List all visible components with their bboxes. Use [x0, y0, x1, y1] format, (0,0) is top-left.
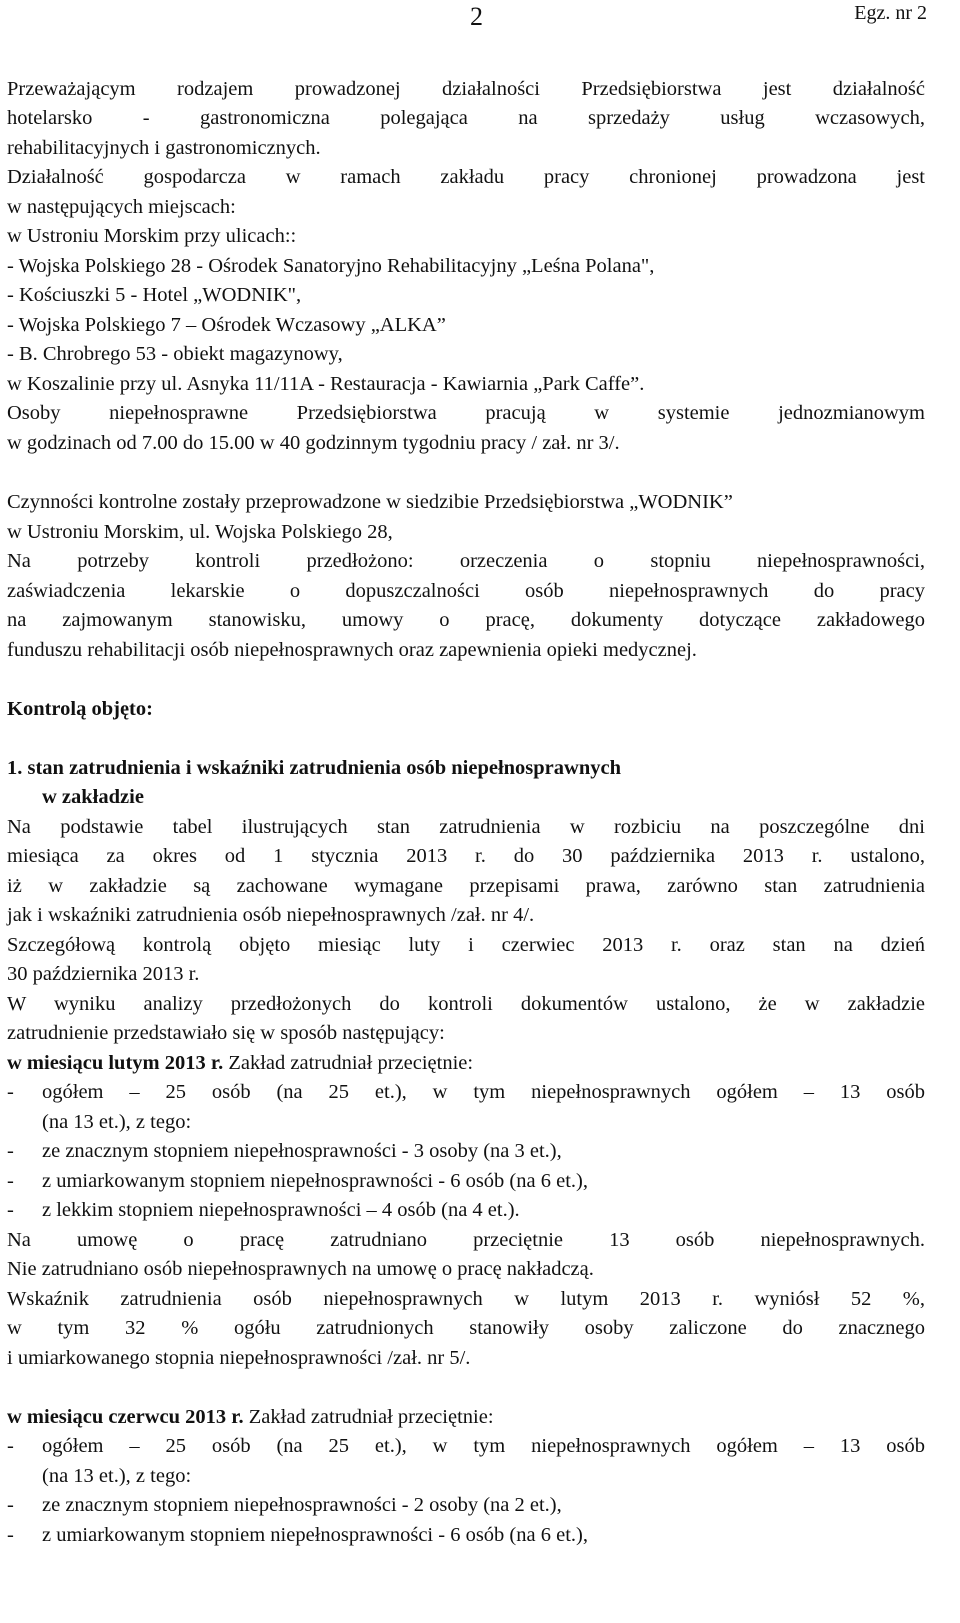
dash: -	[7, 1524, 14, 1546]
page-number: 2	[470, 2, 483, 31]
month-text: Zakład zatrudniał przeciętnie:	[243, 1406, 494, 1428]
text-line: w następujących miejscach:	[7, 196, 236, 218]
list-item: - Wojska Polskiego 7 – Ośrodek Wczasowy „ALKA”	[7, 314, 446, 336]
text-line: Nie zatrudniano osób niepełnosprawnych na umowę o pracę nakładczą.	[7, 1258, 594, 1280]
text-line: Osoby niepełnosprawne Przedsiębiorstwa pracują w systemie jednozmianowym	[7, 402, 925, 424]
text-line: W wyniku analizy przedłożonych do kontroli dokumentów ustalono, że w zakładzie	[7, 993, 925, 1015]
scope-heading: Kontrolą objęto:	[7, 698, 153, 720]
text-line: na zajmowanym stanowisku, umowy o pracę, dokumenty dotyczące zakładowego	[7, 609, 925, 631]
list-item: z umiarkowanym stopniem niepełnosprawności - 6 osób (na 6 et.),	[42, 1524, 588, 1546]
dash: -	[7, 1494, 14, 1516]
list-item: ogółem – 25 osób (na 25 et.), w tym niepełnosprawnych ogółem – 13 osób	[42, 1435, 925, 1457]
text-line: w Koszalinie przy ul. Asnyka 11/11A - Restauracja - Kawiarnia „Park Caffe”.	[7, 373, 645, 395]
list-item: - Wojska Polskiego 28 - Ośrodek Sanatoryjno Rehabilitacyjny „Leśna Polana",	[7, 255, 655, 277]
list-item: ze znacznym stopniem niepełnosprawności - 3 osoby (na 3 et.),	[42, 1140, 562, 1162]
text-line: Szczegółową kontrolą objęto miesiąc luty i czerwiec 2013 r. oraz stan na dzień	[7, 934, 925, 956]
list-item: - B. Chrobrego 53 - obiekt magazynowy,	[7, 343, 343, 365]
text-line: Na podstawie tabel ilustrujących stan zatrudnienia w rozbiciu na poszczególne dni	[7, 816, 925, 838]
month-label: w miesiącu lutym 2013 r.	[7, 1052, 224, 1074]
section-heading: 1. stan zatrudnienia i wskaźniki zatrudnienia osób niepełnosprawnych	[7, 757, 621, 779]
text-line: w godzinach od 7.00 do 15.00 w 40 godzinnym tygodniu pracy / zał. nr 3/.	[7, 432, 620, 454]
dash: -	[7, 1199, 14, 1221]
text-line: hotelarsko - gastronomiczna polegająca na sprzedaży usług wczasowych,	[7, 107, 925, 129]
month-line	[7, 1049, 925, 1078]
list-item: - Kościuszki 5 - Hotel „WODNIK",	[7, 284, 302, 306]
text-line: Czynności kontrolne zostały przeprowadzone w siedzibie Przedsiębiorstwa „WODNIK”	[7, 491, 733, 513]
list-item: ze znacznym stopniem niepełnosprawności - 2 osoby (na 2 et.),	[42, 1494, 562, 1516]
list-item: ogółem – 25 osób (na 25 et.), w tym niepełnosprawnych ogółem – 13 osób	[42, 1081, 925, 1103]
text-line: w tym 32 % ogółu zatrudnionych stanowiły osoby zaliczone do znacznego	[7, 1317, 925, 1339]
dash: -	[7, 1081, 14, 1103]
list-item-continued: (na 13 et.), z tego:	[42, 1111, 192, 1133]
text-line: 30 października 2013 r.	[7, 963, 200, 985]
text-line: zaświadczenia lekarskie o dopuszczalności osób niepełnosprawnych do pracy	[7, 580, 925, 602]
text-line: miesiąca za okres od 1 stycznia 2013 r. do 30 października 2013 r. ustalono,	[7, 845, 925, 867]
list-item: z lekkim stopniem niepełnosprawności – 4 osób (na 4 et.).	[42, 1199, 520, 1221]
text-line: w Ustroniu Morskim, ul. Wojska Polskiego 28,	[7, 521, 393, 543]
list-item: z umiarkowanym stopniem niepełnosprawności - 6 osób (na 6 et.),	[42, 1170, 588, 1192]
month-line	[7, 1403, 925, 1432]
text-line: zatrudnienie przedstawiało się w sposób następujący:	[7, 1022, 445, 1044]
copy-number: Egz. nr 2	[854, 2, 927, 24]
month-text: Zakład zatrudniał przeciętnie:	[223, 1052, 474, 1074]
section-heading-continued: w zakładzie	[42, 786, 144, 808]
text-line: i umiarkowanego stopnia niepełnosprawności /zał. nr 5/.	[7, 1347, 471, 1369]
text-line: funduszu rehabilitacji osób niepełnosprawnych oraz zapewnienia opieki medycznej.	[7, 639, 697, 661]
text-line: w Ustroniu Morskim przy ulicach::	[7, 225, 297, 247]
month-label: w miesiącu czerwcu 2013 r.	[7, 1406, 244, 1428]
dash: -	[7, 1170, 14, 1192]
list-item-continued: (na 13 et.), z tego:	[42, 1465, 192, 1487]
text-line: Wskaźnik zatrudnienia osób niepełnosprawnych w lutym 2013 r. wyniósł 52 %,	[7, 1288, 925, 1310]
text-line: Na umowę o pracę zatrudniano przeciętnie 13 osób niepełnosprawnych.	[7, 1229, 925, 1251]
text-line: Na potrzeby kontroli przedłożono: orzeczenia o stopniu niepełnosprawności,	[7, 550, 925, 572]
text-line: jak i wskaźniki zatrudnienia osób niepełnosprawnych /zał. nr 4/.	[7, 904, 535, 926]
text-line: iż w zakładzie są zachowane wymagane przepisami prawa, zarówno stan zatrudnienia	[7, 875, 925, 897]
dash: -	[7, 1140, 14, 1162]
text-line: rehabilitacyjnych i gastronomicznych.	[7, 137, 321, 159]
text-line: Przeważającym rodzajem prowadzonej działalności Przedsiębiorstwa jest działalność	[7, 78, 925, 100]
text-line: Działalność gospodarcza w ramach zakładu pracy chronionej prowadzona jest	[7, 166, 925, 188]
dash: -	[7, 1435, 14, 1457]
